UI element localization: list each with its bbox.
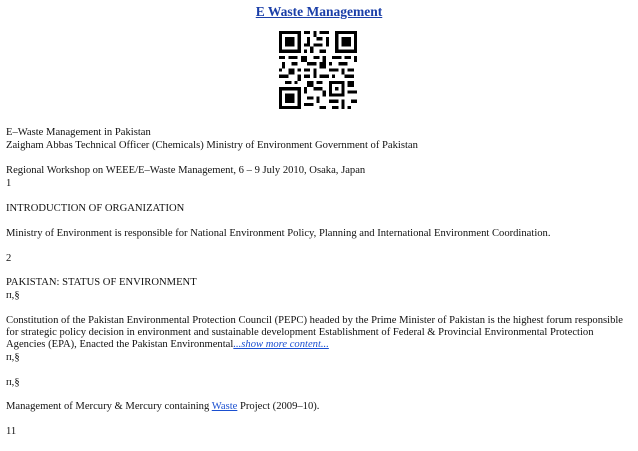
waste-link[interactable]: Waste [211,401,238,412]
page-title[interactable]: E Waste Management [255,4,383,19]
workshop-line: Regional Workshop on WEEE/E–Waste Management, 6 – 9 July 2010, Osaka, Japan [6,165,366,176]
doc-heading: E–Waste Management in Pakistan [6,127,151,138]
symbol-line: п,§ [6,290,20,301]
author-line: Zaigham Abbas Technical Officer (Chemicals) Ministry of Environment Government of Pakistan [6,140,418,151]
mercury-paragraph [6,401,632,413]
show-more-link[interactable]: ...show more content... [233,339,329,350]
page-number: 1 [6,178,12,189]
page-number: 11 [6,426,17,437]
ministry-paragraph: Ministry of Environment is responsible for National Environment Policy, Planning and International Environment Coordination. [6,228,551,239]
mercury-text-before: Management of Mercury & Mercury containing [6,401,212,412]
section-heading: INTRODUCTION OF ORGANIZATION [6,203,185,214]
page-number: 2 [6,253,12,264]
constitution-paragraph [6,315,630,351]
qr-code-icon [279,31,357,109]
symbol-line: п,§ [6,352,20,363]
section-heading: PAKISTAN: STATUS OF ENVIRONMENT [6,277,197,288]
symbol-line: п,§ [6,377,20,388]
mercury-text-after: Project (2009–10). [237,401,320,412]
constitution-text: Constitution of the Pakistan Environmental Protection Council (PEPC) headed by the Prime Minister of Pakistan is the highest forum responsible for strategic policy decision in environment and sustainable development Establishment of Federal & Provincial Environmental Protection Agencies (EPA), Enacted the Pakistan Environmental [6,315,624,350]
